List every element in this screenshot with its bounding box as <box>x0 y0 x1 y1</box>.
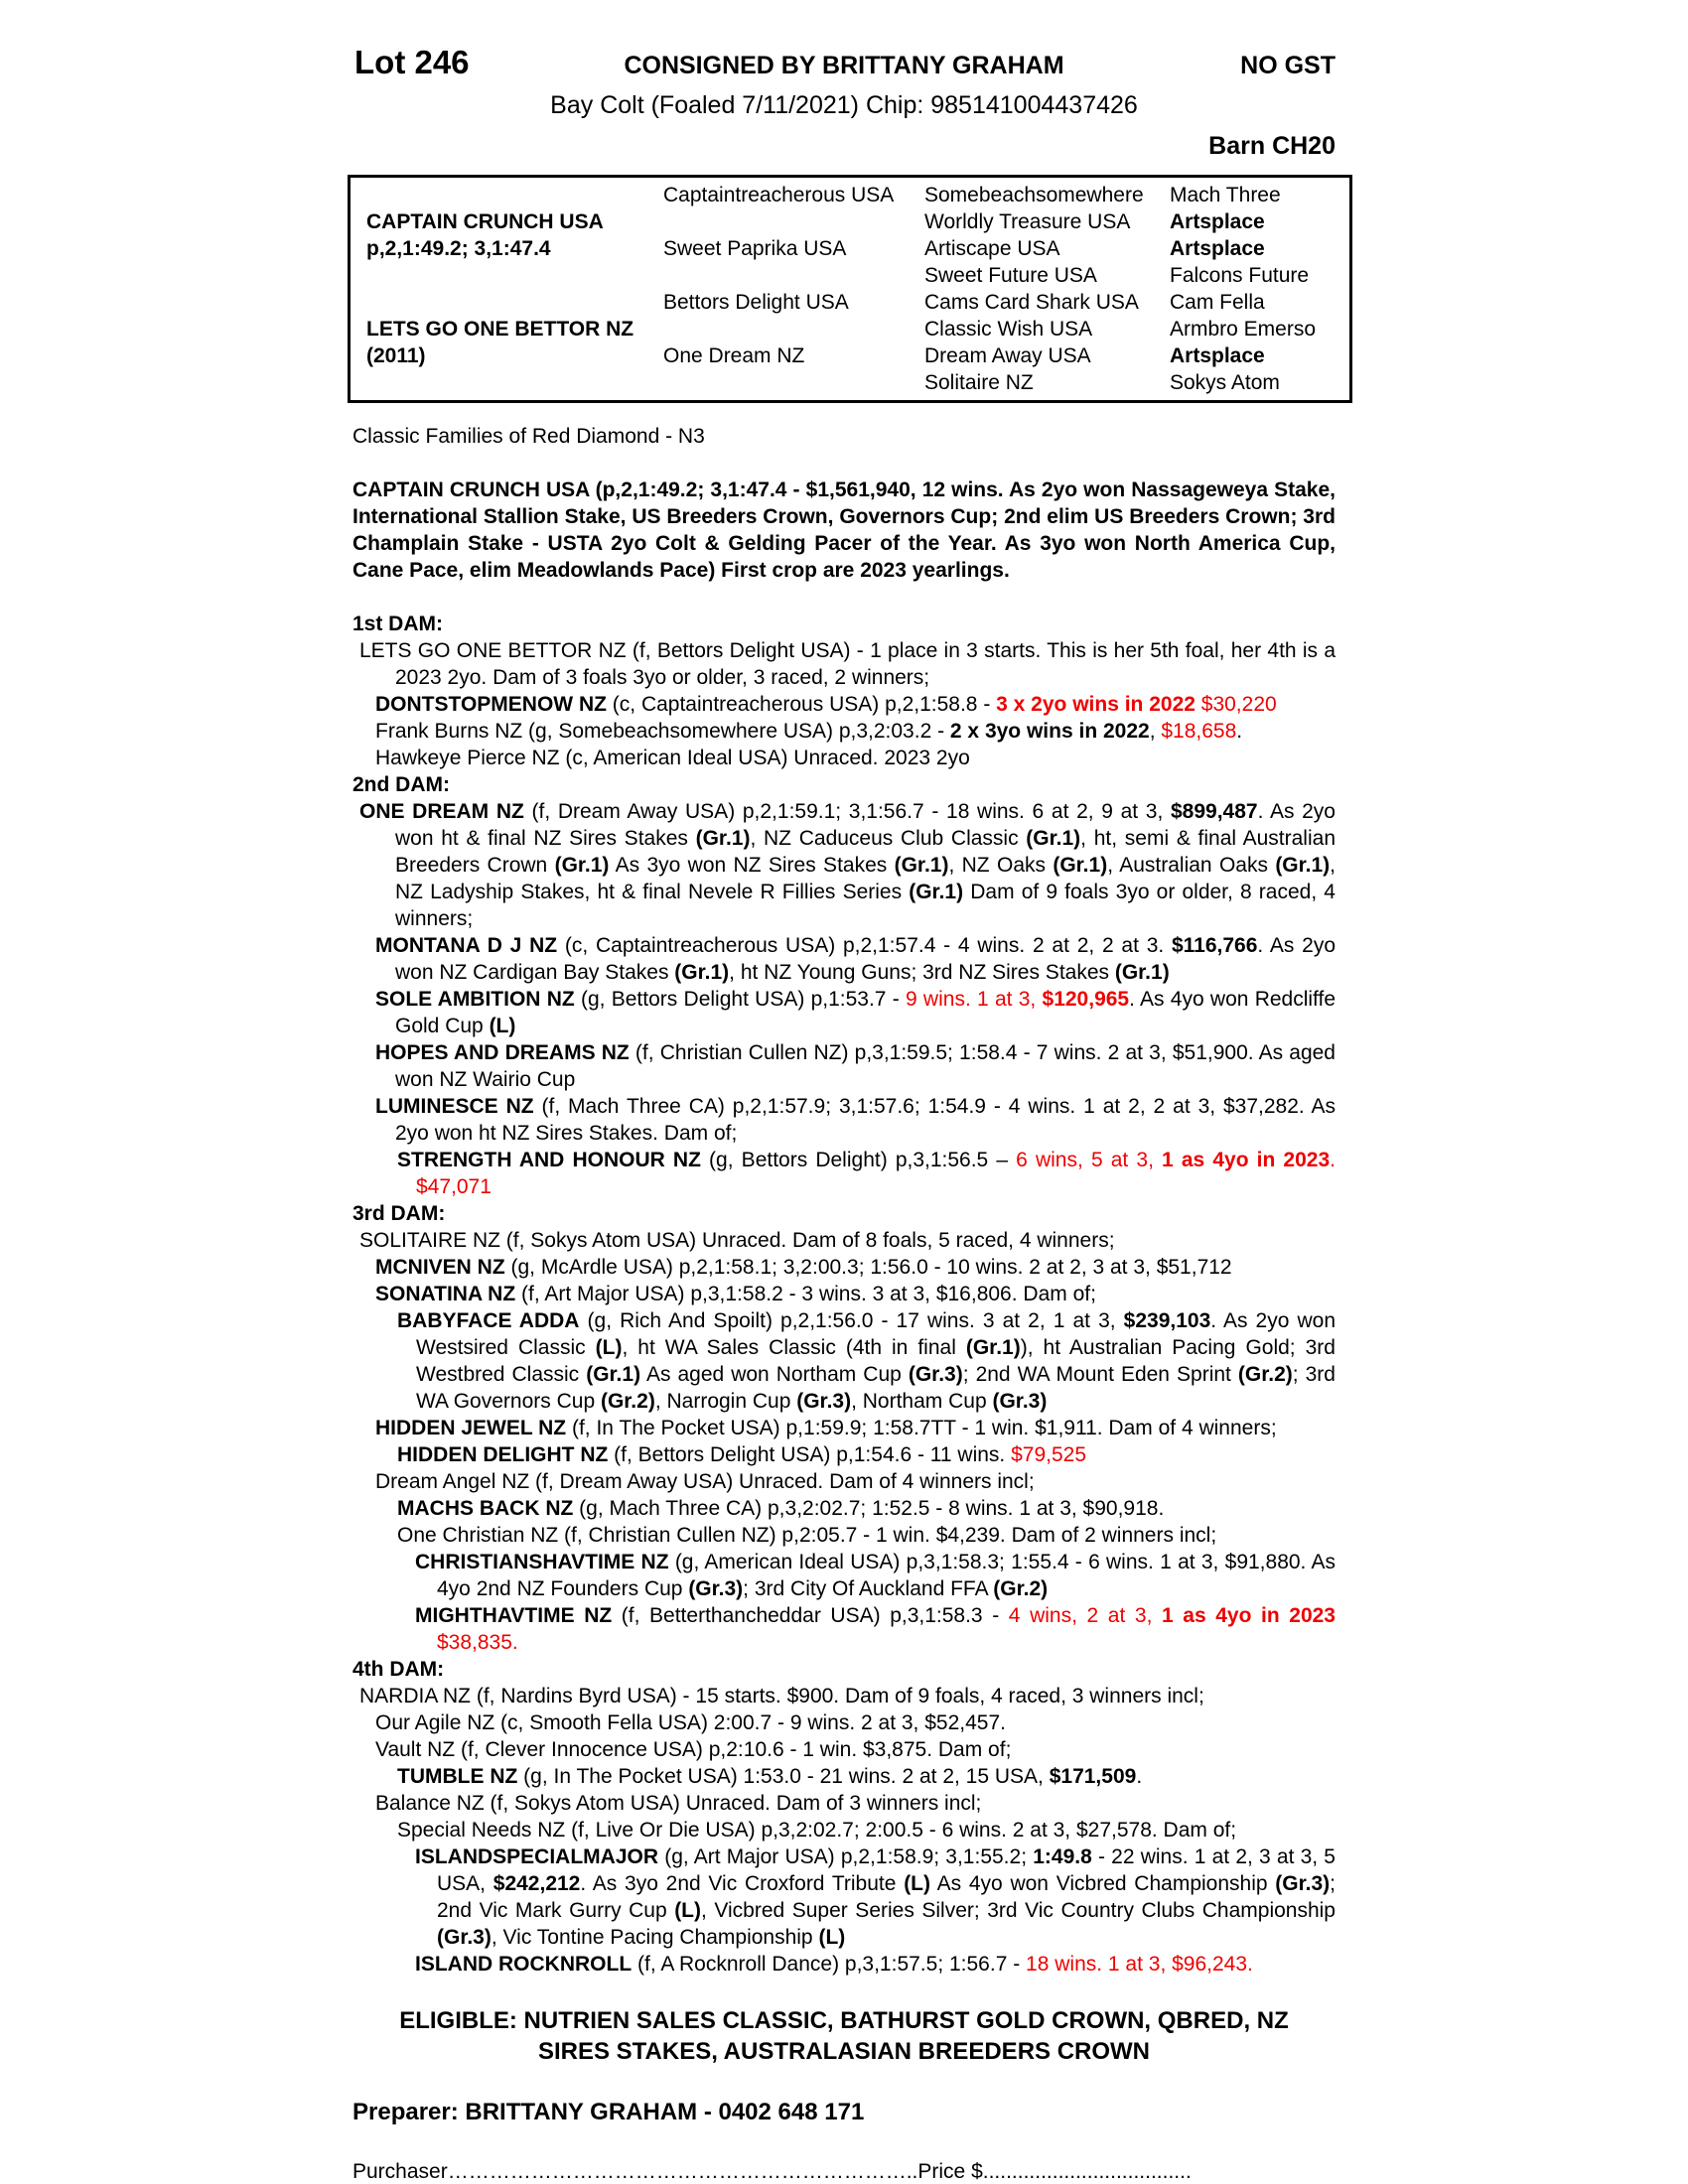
eligible-note <box>352 2005 1336 2067</box>
entry-text-segment: $171,509 <box>1049 1765 1137 1788</box>
purchaser-line <box>352 2160 1336 2184</box>
dam-sections <box>352 611 1336 1978</box>
entry-text-segment: $120,965 <box>1042 988 1130 1011</box>
pedigree-cell: Sweet Future USA <box>924 264 1097 287</box>
pedigree-cell: Sokys Atom <box>1170 371 1280 394</box>
entry-text-segment: (f, A Rocknroll Dance) p,3,1:57.5; 1:56.7 - <box>632 1953 1027 1976</box>
entry-text-segment: (Gr.1) <box>894 854 949 877</box>
entry-text-segment: (Gr.1) <box>1114 961 1170 984</box>
pedigree-entry <box>352 1736 1336 1763</box>
page-content <box>352 44 1336 2184</box>
pedigree-entry <box>352 637 1336 691</box>
entry-text-segment: (Gr.1) <box>1053 854 1108 877</box>
entry-text-segment: (c, Captaintreacherous USA) p,2,1:57.4 - 4 wins. 2 at 2, 2 at 3. <box>557 934 1172 957</box>
entry-text-segment: $38,835. <box>437 1631 518 1654</box>
entry-text-segment: $239,103 <box>1123 1309 1211 1332</box>
entry-text-segment: HIDDEN DELIGHT NZ <box>397 1443 609 1466</box>
pedigree-cell: (2011) <box>366 344 426 367</box>
entry-text-segment: 6 wins, 5 at 3, <box>1016 1149 1163 1171</box>
pedigree-entry <box>352 1495 1336 1522</box>
pedigree-entry <box>352 1254 1336 1281</box>
pedigree-entry <box>352 1227 1336 1254</box>
pedigree-entry <box>352 745 1336 771</box>
entry-text-segment: . <box>1136 1765 1143 1788</box>
pedigree-cell <box>351 369 663 396</box>
pedigree-cell: Sweet Paprika USA <box>663 237 847 260</box>
pedigree-cell: Artiscape USA <box>924 237 1060 260</box>
pedigree-cell: One Dream NZ <box>663 344 805 367</box>
pedigree-row <box>351 182 1349 208</box>
entry-text-segment: , ht, semi & final Australian Breeders Crown <box>395 827 1336 877</box>
entry-text-segment: (Gr.3) <box>1275 1872 1331 1895</box>
pedigree-cell: Artsplace <box>1170 344 1265 367</box>
entry-text-segment: 9 wins. 1 at 3, <box>906 988 1043 1011</box>
pedigree-cell: Classic Wish USA <box>924 318 1093 341</box>
pedigree-row <box>351 289 1349 316</box>
pedigree-entry <box>352 932 1336 986</box>
entry-text-segment: As aged won Northam Cup <box>640 1363 909 1386</box>
entry-text-segment: HOPES AND DREAMS NZ <box>375 1041 630 1064</box>
entry-text-segment: 1 as 4yo in 2023 <box>1162 1149 1331 1171</box>
entry-text-segment: , Vic Tontine Pacing Championship <box>491 1926 819 1949</box>
entry-text-segment: (c, Captaintreacherous USA) p,2,1:58.8 - <box>606 693 997 716</box>
pedigree-entry <box>352 1039 1336 1093</box>
entry-text-segment: (Gr.2) <box>600 1390 655 1413</box>
entry-text-segment: Frank Burns NZ (g, Somebeachsomewhere USA) p,3,2:03.2 - <box>375 720 950 743</box>
entry-text-segment: Balance NZ (f, Sokys Atom USA) Unraced. Dam of 3 winners incl; <box>375 1792 982 1815</box>
entry-text-segment: HIDDEN JEWEL NZ <box>375 1417 567 1439</box>
pedigree-row <box>351 208 1349 235</box>
entry-text-segment: (L) <box>674 1899 702 1922</box>
entry-text-segment: $79,525 <box>1011 1443 1087 1466</box>
foal-info: Bay Colt (Foaled 7/11/2021) Chip: 985141004437426 <box>550 91 1138 119</box>
entry-text-segment: Vault NZ (f, Clever Innocence USA) p,2:10.6 - 1 win. $3,875. Dam of; <box>375 1738 1012 1761</box>
entry-text-segment: ; 3rd WA Governors Cup <box>416 1363 1336 1413</box>
entry-text-segment: (Gr.1) <box>909 881 964 903</box>
entry-text-segment: 1 as 4yo in 2023 <box>1162 1604 1336 1627</box>
price-label: Price $ <box>917 2160 983 2183</box>
entry-text-segment: (Gr.3) <box>796 1390 852 1413</box>
entry-text-segment: , Vicbred Super Series Silver; 3rd Vic Country Clubs Championship <box>701 1899 1336 1922</box>
entry-text-segment: (g, In The Pocket USA) 1:53.0 - 21 wins. 2 at 2, 15 USA, <box>517 1765 1050 1788</box>
pedigree-cell <box>351 289 663 316</box>
entry-text-segment: DONTSTOPMENOW NZ <box>375 693 607 716</box>
pedigree-row <box>351 262 1349 289</box>
pedigree-cell: Artsplace <box>1170 237 1265 260</box>
pedigree-row <box>351 369 1349 396</box>
no-gst-label: NO GST <box>1240 52 1336 79</box>
entry-text-segment: 2 x 3yo wins in 2022 <box>949 720 1150 743</box>
price-dotted-line: .................................... <box>982 2160 1192 2183</box>
entry-text-segment: ; 2nd WA Mount Eden Sprint <box>962 1363 1238 1386</box>
entry-text-segment: , Australian Oaks <box>1107 854 1276 877</box>
entry-text-segment: , NZ Ladyship Stakes, ht & final Nevele R Fillies Series <box>395 854 1336 903</box>
pedigree-entry <box>352 1147 1336 1200</box>
entry-text-segment: $899,487 <box>1171 800 1258 823</box>
pedigree-cell: Mach Three <box>1170 184 1281 206</box>
pedigree-cell <box>663 262 924 289</box>
pedigree-entry <box>352 1683 1336 1709</box>
entry-text-segment: ), ht Australian Pacing Gold; 3rd Westbred Classic <box>416 1336 1336 1386</box>
pedigree-entry <box>352 1602 1336 1656</box>
entry-text-segment: 3 x 2yo wins in 2022 <box>996 693 1196 716</box>
entry-text-segment: MCNIVEN NZ <box>375 1256 505 1279</box>
entry-text-segment: . As 4yo won Redcliffe Gold Cup <box>395 988 1336 1037</box>
pedigree-cell: Cams Card Shark USA <box>924 291 1139 314</box>
pedigree-entry <box>352 798 1336 932</box>
entry-text-segment: (f, Art Major USA) p,3,1:58.2 - 3 wins. 3 at 3, $16,806. Dam of; <box>515 1283 1096 1305</box>
entry-text-segment: , Northam Cup <box>851 1390 993 1413</box>
entry-text-segment: (L) <box>904 1872 931 1895</box>
pedigree-table-frame <box>348 175 1352 403</box>
entry-text-segment: NARDIA NZ (f, Nardins Byrd USA) - 15 starts. $900. Dam of 9 foals, 4 raced, 3 winners incl; <box>359 1685 1204 1707</box>
entry-text-segment: LUMINESCE NZ <box>375 1095 534 1118</box>
pedigree-entry <box>352 1951 1336 1978</box>
entry-text-segment: (Gr.2) <box>993 1577 1049 1600</box>
entry-text-segment: (f, In The Pocket USA) p,1:59.9; 1:58.7TT - 1 win. $1,911. Dam of 4 winners; <box>566 1417 1277 1439</box>
entry-text-segment: ISLANDSPECIALMAJOR <box>415 1845 659 1868</box>
pedigree-row <box>351 316 1349 342</box>
pedigree-entry <box>352 1522 1336 1549</box>
entry-text-segment: (Gr.1) <box>1026 827 1081 850</box>
entry-text-segment: ISLAND ROCKNROLL <box>415 1953 633 1976</box>
entry-text-segment: Special Needs NZ (f, Live Or Die USA) p,3,2:02.7; 2:00.5 - 6 wins. 2 at 3, $27,578. Dam of; <box>397 1819 1237 1842</box>
consigned-title: CONSIGNED BY BRITTANY GRAHAM <box>624 52 1064 79</box>
dam-section-heading: 3rd DAM: <box>352 1202 446 1225</box>
entry-text-segment: 18 wins. 1 at 3, $96,243. <box>1026 1953 1253 1976</box>
pedigree-entry <box>352 1307 1336 1415</box>
eligible-line-1: ELIGIBLE: NUTRIEN SALES CLASSIC, BATHURST GOLD CROWN, QBRED, NZ <box>399 2007 1289 2034</box>
pedigree-entry <box>352 1093 1336 1147</box>
entry-text-segment: . <box>1236 720 1243 743</box>
entry-text-segment: . As 3yo 2nd Vic Croxford Tribute <box>580 1872 905 1895</box>
entry-text-segment: (g, Mach Three CA) p,3,2:02.7; 1:52.5 - 8 wins. 1 at 3, $90,918. <box>573 1497 1165 1520</box>
pedigree-cell: LETS GO ONE BETTOR NZ <box>366 318 634 341</box>
entry-text-segment: MONTANA D J NZ <box>375 934 558 957</box>
entry-text-segment: , Narrogin Cup <box>654 1390 797 1413</box>
entry-text-segment: - 22 wins. 1 at 2, 3 at 3, 5 USA, <box>437 1845 1336 1895</box>
header-row <box>352 44 1336 87</box>
entry-text-segment: (g, Bettors Delight USA) p,1:53.7 - <box>574 988 906 1011</box>
entry-text-segment: Our Agile NZ (c, Smooth Fella USA) 2:00.7 - 9 wins. 2 at 3, $52,457. <box>375 1711 1006 1734</box>
entry-text-segment: (f, Bettors Delight USA) p,1:54.6 - 11 wins. <box>608 1443 1012 1466</box>
pedigree-cell: Somebeachsomewhere <box>924 184 1144 206</box>
pedigree-cell: Armbro Emerso <box>1170 318 1317 341</box>
entry-text-segment: , NZ Caduceus Club Classic <box>750 827 1027 850</box>
entry-text-segment: SOLITAIRE NZ (f, Sokys Atom USA) Unraced. Dam of 8 foals, 5 raced, 4 winners; <box>359 1229 1115 1252</box>
pedigree-cell: Dream Away USA <box>924 344 1091 367</box>
pedigree-cell: Falcons Future <box>1170 264 1310 287</box>
pedigree-entry <box>352 1441 1336 1468</box>
pedigree-cell: Cam Fella <box>1170 291 1265 314</box>
entry-text-segment: $116,766 <box>1171 934 1258 957</box>
pedigree-cell <box>663 316 924 342</box>
entry-text-segment: . $47,071 <box>416 1149 1336 1198</box>
entry-text-segment: . As 2yo won NZ Cardigan Bay Stakes <box>395 934 1336 984</box>
entry-text-segment: (f, Mach Three CA) p,2,1:57.9; 3,1:57.6; 1:54.9 - 4 wins. 1 at 2, 2 at 3, $37,282. As 2yo won ht NZ Sires Stakes. Dam of; <box>395 1095 1336 1145</box>
pedigree-cell: Solitaire NZ <box>924 371 1034 394</box>
entry-text-segment: ; 3rd City Of Auckland FFA <box>743 1577 994 1600</box>
pedigree-entry <box>352 1817 1336 1843</box>
entry-text-segment: (f, Christian Cullen NZ) p,3,1:59.5; 1:58.4 - 7 wins. 2 at 3, $51,900. As aged won NZ Wairio Cup <box>395 1041 1336 1091</box>
entry-text-segment: ; 2nd Vic Mark Gurry Cup <box>437 1872 1336 1922</box>
entry-text-segment: (Gr.1) <box>1275 854 1331 877</box>
pedigree-cell: CAPTAIN CRUNCH USA <box>366 210 604 233</box>
pedigree-table-body <box>351 182 1349 396</box>
entry-text-segment: SONATINA NZ <box>375 1283 516 1305</box>
entry-text-segment: BABYFACE ADDA <box>397 1309 580 1332</box>
entry-text-segment: As 3yo won NZ Sires Stakes <box>609 854 895 877</box>
entry-text-segment: (Gr.1) <box>674 961 730 984</box>
pedigree-entry <box>352 691 1336 718</box>
entry-text-segment: STRENGTH AND HONOUR NZ <box>397 1149 701 1171</box>
pedigree-entry <box>352 1415 1336 1441</box>
sire-summary: CAPTAIN CRUNCH USA (p,2,1:49.2; 3,1:47.4 - $1,561,940, 12 wins. As 2yo won Nassageweya Stake, International Stallion Stake, US Breeders Crown, Governors Cup; 2nd elim US Breeders Crown; 3rd Champlain Stake - USTA 2yo Colt & Gelding Pacer of the Year. As 3yo won North America Cup, Cane Pace, elim Meadowlands Pace) First crop are 2023 yearlings. <box>352 478 1336 582</box>
pedigree-row <box>351 235 1349 262</box>
pedigree-cell <box>351 262 663 289</box>
preparer-line: Preparer: BRITTANY GRAHAM - 0402 648 171 <box>352 2099 865 2125</box>
pedigree-entry <box>352 1468 1336 1495</box>
entry-text-segment: , ht NZ Young Guns; 3rd NZ Sires Stakes <box>729 961 1115 984</box>
entry-text-segment: CHRISTIANSHAVTIME NZ <box>415 1551 669 1573</box>
entry-text-segment: MIGHTHAVTIME NZ <box>415 1604 613 1627</box>
entry-text-segment: $30,220 <box>1195 693 1277 716</box>
entry-text-segment: One Christian NZ (f, Christian Cullen NZ) p,2:05.7 - 1 win. $4,239. Dam of 2 winners incl; <box>397 1524 1217 1547</box>
entry-text-segment: TUMBLE NZ <box>397 1765 518 1788</box>
entry-text-segment: (Gr.2) <box>1237 1363 1293 1386</box>
pedigree-entry <box>352 986 1336 1039</box>
entry-text-segment: (Gr.1) <box>586 1363 641 1386</box>
entry-text-segment: ONE DREAM NZ <box>359 800 524 823</box>
entry-text-segment: 1:49.8 <box>1033 1845 1092 1868</box>
pedigree-row <box>351 342 1349 369</box>
entry-text-segment: (g, Rich And Spoilt) p,2,1:56.0 - 17 wins. 3 at 2, 1 at 3, <box>579 1309 1124 1332</box>
pedigree-cell: Artsplace <box>1170 210 1265 233</box>
entry-text-segment: 4 wins, 2 at 3, <box>1008 1604 1162 1627</box>
entry-text-segment: Dream Angel NZ (f, Dream Away USA) Unraced. Dam of 4 winners incl; <box>375 1470 1035 1493</box>
entry-text-segment: $18,658 <box>1161 720 1237 743</box>
pedigree-entry <box>352 1709 1336 1736</box>
entry-text-segment: As 4yo won Vicbred Championship <box>930 1872 1276 1895</box>
pedigree-entry <box>352 1790 1336 1817</box>
entry-text-segment: (L) <box>489 1015 516 1037</box>
entry-text-segment: $242,212 <box>492 1872 581 1895</box>
entry-text-segment: (Gr.1) <box>695 827 751 850</box>
entry-text-segment: (g, McArdle USA) p,2,1:58.1; 3,2:00.3; 1:56.0 - 10 wins. 2 at 2, 3 at 3, $51,712 <box>504 1256 1232 1279</box>
purchaser-dotted-line: ………………………………………………………….. <box>447 2160 918 2183</box>
entry-text-segment: , NZ Oaks <box>948 854 1054 877</box>
pedigree-cell <box>351 182 663 208</box>
pedigree-cell: Worldly Treasure USA <box>924 210 1131 233</box>
entry-text-segment: SOLE AMBITION NZ <box>375 988 575 1011</box>
entry-text-segment: . As 2yo won Westsired Classic <box>416 1309 1336 1359</box>
entry-text-segment: (Gr.3) <box>992 1390 1048 1413</box>
barn-label: Barn CH20 <box>1208 132 1336 160</box>
entry-text-segment: (g, Bettors Delight) p,3,1:56.5 – <box>700 1149 1017 1171</box>
entry-text-segment: Hawkeye Pierce NZ (c, American Ideal USA) Unraced. 2023 2yo <box>375 747 970 769</box>
entry-text-segment: (Gr.3) <box>437 1926 492 1949</box>
pedigree-entry <box>352 1281 1336 1307</box>
pedigree-table <box>351 182 1349 396</box>
entry-text-segment: (Gr.1) <box>554 854 610 877</box>
pedigree-cell: Bettors Delight USA <box>663 291 849 314</box>
entry-text-segment: (Gr.3) <box>688 1577 744 1600</box>
entry-text-segment: (L) <box>818 1926 846 1949</box>
entry-text-segment: , <box>1149 720 1162 743</box>
pedigree-entry <box>352 718 1336 745</box>
pedigree-cell: p,2,1:49.2; 3,1:47.4 <box>366 237 551 260</box>
dam-section-heading: 2nd DAM: <box>352 773 450 796</box>
entry-text-segment: (f, Betterthancheddar USA) p,3,1:58.3 - <box>612 1604 1009 1627</box>
pedigree-cell <box>663 208 924 235</box>
entry-text-segment: LETS GO ONE BETTOR NZ (f, Bettors Delight USA) - 1 place in 3 starts. This is her 5th foal, her 4th is a 2023 2yo. Dam of 3 foals 3yo or older, 3 raced, 2 winners; <box>359 639 1336 689</box>
entry-text-segment: (Gr.3) <box>908 1363 963 1386</box>
entry-text-segment: MACHS BACK NZ <box>397 1497 574 1520</box>
pedigree-entry <box>352 1549 1336 1602</box>
entry-text-segment: (g, American Ideal USA) p,3,1:58.3; 1:55.4 - 6 wins. 1 at 3, $91,880. As 4yo 2nd NZ Founders Cup <box>437 1551 1336 1600</box>
family-line: Classic Families of Red Diamond - N3 <box>352 425 705 448</box>
pedigree-cell: Captaintreacherous USA <box>663 184 895 206</box>
entry-text-segment: (g, Art Major USA) p,2,1:58.9; 3,1:55.2; <box>658 1845 1034 1868</box>
eligible-line-2: SIRES STAKES, AUSTRALASIAN BREEDERS CROWN <box>537 2038 1151 2065</box>
entry-text-segment: , ht WA Sales Classic (4th in final <box>622 1336 966 1359</box>
entry-text-segment: (L) <box>595 1336 623 1359</box>
entry-text-segment: . As 2yo won ht & final NZ Sires Stakes <box>395 800 1336 850</box>
lot-number: Lot 246 <box>354 44 470 80</box>
entry-text-segment: Dam of 9 foals 3yo or older, 8 raced, 4 winners; <box>395 881 1336 930</box>
pedigree-cell <box>663 369 924 396</box>
purchaser-label: Purchaser <box>352 2160 448 2183</box>
dam-section-heading: 4th DAM: <box>352 1658 445 1681</box>
pedigree-entry <box>352 1763 1336 1790</box>
pedigree-entry <box>352 1843 1336 1951</box>
entry-text-segment: (f, Dream Away USA) p,2,1:59.1; 3,1:56.7 - 18 wins. 6 at 2, 9 at 3, <box>523 800 1171 823</box>
entry-text-segment: (Gr.1) <box>965 1336 1021 1359</box>
dam-section-heading: 1st DAM: <box>352 613 444 635</box>
